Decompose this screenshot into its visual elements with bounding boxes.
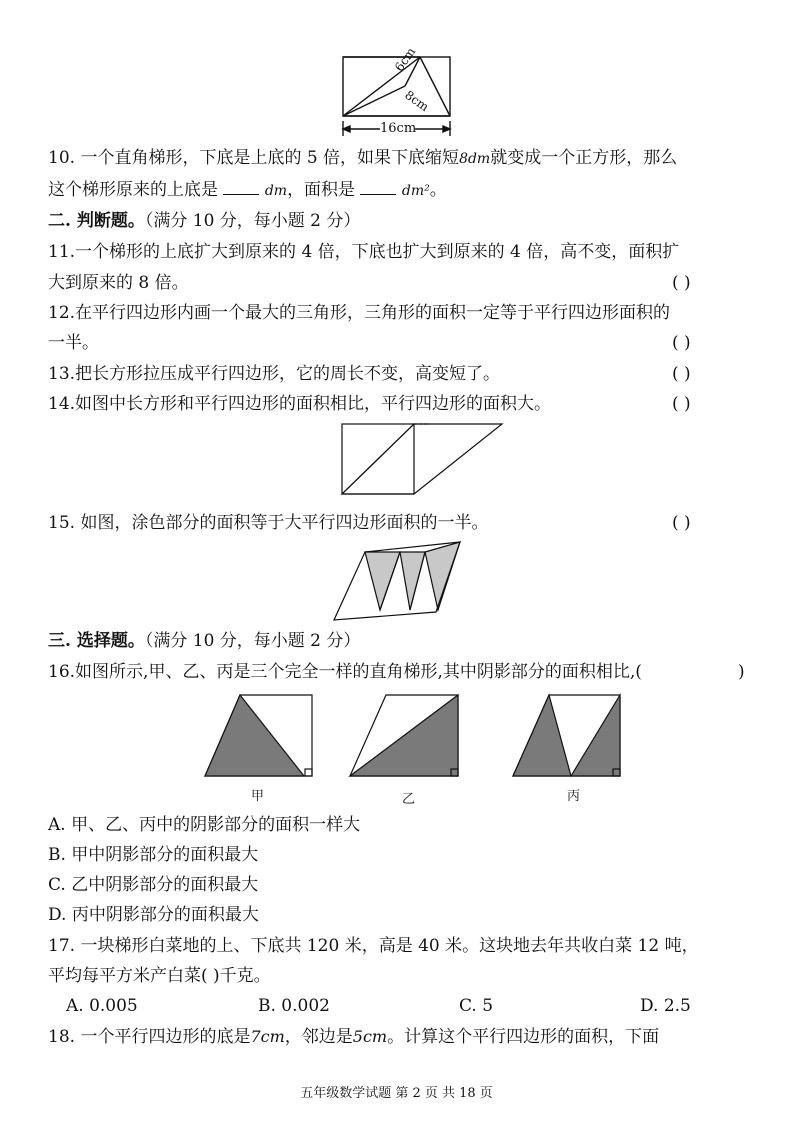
answer-paren-16-close[interactable]: ) [738,662,745,682]
question-14: 14.如图中长方形和平行四边形的面积相比，平行四边形的面积大。 [48,394,552,414]
answer-paren-12[interactable]: ( ) [672,333,691,353]
option-16-d[interactable]: D. 丙中阴影部分的面积最大 [48,905,259,925]
question-18: 18. 一个平行四边形的底是7cm，邻边是5cm。计算这个平行四边形的面积，下面 [48,1027,660,1047]
option-17-b[interactable]: B. 0.002 [258,996,330,1016]
label-bing: 丙 [567,789,581,804]
page-footer: 五年级数学试题 第 2 页 共 18 页 [300,1086,493,1101]
answer-paren-13[interactable]: ( ) [672,364,691,384]
answer-blank-area[interactable] [360,180,396,195]
section-2-heading: 二. 判断题。（满分 10 分，每小题 2 分） [48,211,361,231]
option-16-a[interactable]: A. 甲、乙、丙中的阴影部分的面积一样大 [48,815,361,835]
shaded-triangle-1 [365,552,400,610]
question-15: 15. 如图，涂色部分的面积等于大平行四边形面积的一半。 [48,513,489,533]
question-16: 16.如图所示,甲、乙、丙是三个完全一样的直角梯形,其中阴影部分的面积相比,( [48,662,642,682]
answer-paren-15[interactable]: ( ) [672,513,691,533]
shade-jia [205,695,304,776]
answer-paren-11[interactable]: ( ) [672,273,691,293]
label-16cm: 16cm [380,121,417,136]
option-17-d[interactable]: D. 2.5 [640,996,691,1016]
label-8cm: 8cm [402,87,432,115]
question-11-line1: 11.一个梯形的上底扩大到原来的 4 倍，下底也扩大到原来的 4 倍，高不变，面积扩 [48,242,680,262]
label-yi: 乙 [402,792,416,807]
shade-bing-left [513,695,571,776]
question-11-line2: 大到原来的 8 倍。 [48,273,189,293]
shaded-triangle-3 [425,542,460,610]
option-17-a[interactable]: A. 0.005 [66,996,138,1016]
shade-bing-right [571,695,620,776]
question-10-line1: 10. 一个直角梯形，下底是上底的 5 倍，如果下底缩短8dm就变成一个正方形，那么 [48,148,678,168]
answer-blank-top-base[interactable] [223,180,259,195]
section-3-heading: 三. 选择题。（满分 10 分，每小题 2 分） [48,631,361,651]
shaded-triangle-2 [400,552,425,610]
option-16-b[interactable]: B. 甲中阴影部分的面积最大 [48,845,259,865]
question-12-line1: 12.在平行四边形内画一个最大的三角形，三角形的面积一定等于平行四边形面积的 [48,303,671,323]
label-6cm: 6cm [392,44,419,75]
question-10-line2: 这个梯形原来的上底是 dm，面积是 dm²。 [48,180,447,200]
question-17-line1: 17. 一块梯形白菜地的上、下底共 120 米，高是 40 米。这块地去年共收白菜 12 吨， [48,936,699,956]
option-17-c[interactable]: C. 5 [459,996,494,1016]
question-13: 13.把长方形拉压成平行四边形，它的周长不变，高变短了。 [48,364,501,384]
label-jia: 甲 [251,789,265,804]
option-16-c[interactable]: C. 乙中阴影部分的面积最大 [48,875,259,895]
question-17-line2: 平均每平方米产白菜( )千克。 [48,966,271,986]
question-12-line2: 一半。 [48,333,99,353]
answer-paren-14[interactable]: ( ) [672,394,691,414]
shade-yi [350,695,458,776]
